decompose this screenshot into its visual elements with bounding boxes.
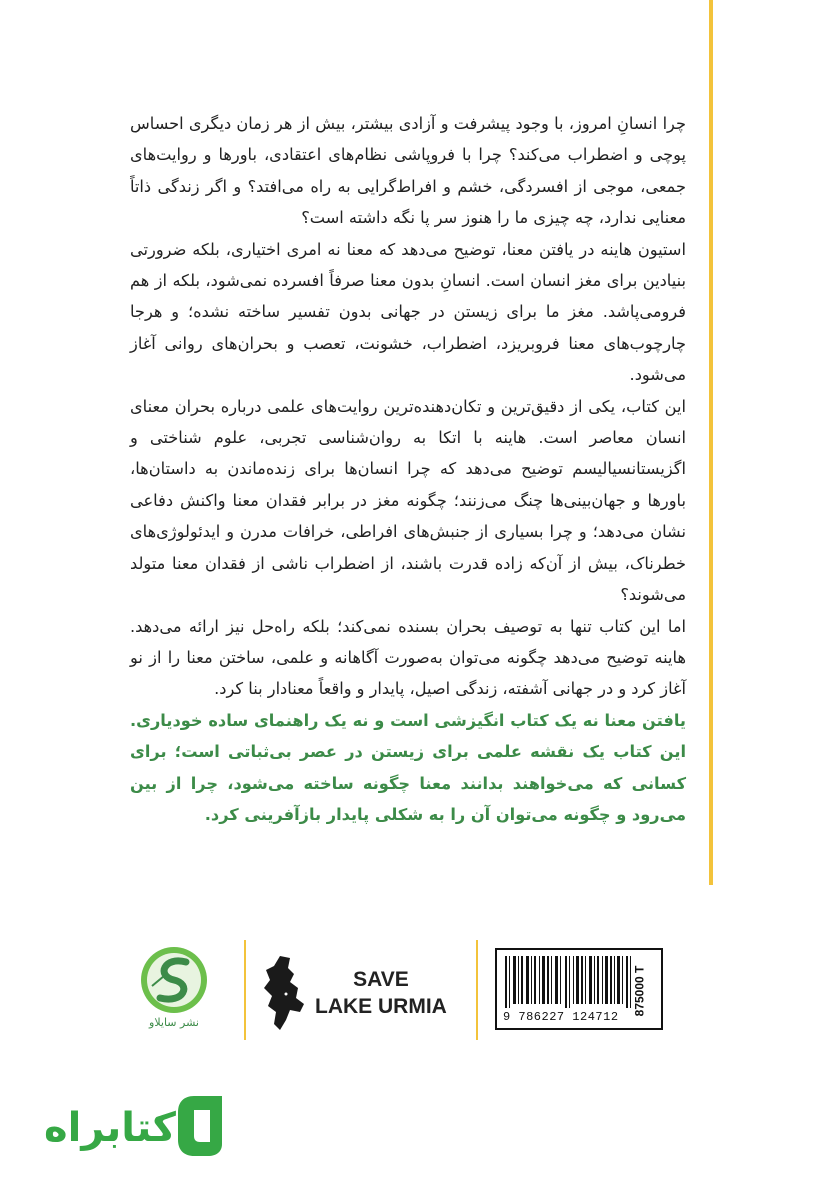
highlight-paragraph: یافتن معنا نه یک کتاب انگیزشی است و نه یک راهنمای ساده خودیاری. این کتاب یک نقشه علمی برای زیستن در عصر بی‌ثباتی است؛ برای کسانی که می‌خواهند بدانند معنا چگونه ساخته می‌شود، چرا از بین می‌رود و چگونه می‌توان آن را به شکلی پایدار بازآفرینی کرد. — [130, 710, 686, 824]
publisher-name: نشر سایلاو — [149, 1016, 199, 1029]
lake-urmia-map-icon — [260, 954, 312, 1036]
save-lake-urmia-text — [315, 966, 447, 1020]
back-cover-footer — [130, 940, 690, 1040]
back-cover-text — [130, 108, 686, 830]
price-label: 875000 T — [632, 965, 647, 1017]
body-paragraph-1: چرا انسانِ امروز، با وجود پیشرفت و آزادی بیشتر، بیش از هر زمان دیگری احساس پوچی و اضطراب می‌کند؟ چرا با فروپاشی نظام‌های اعتقادی، باورها و روایت‌های جمعی، موجی از افسردگی، خشم و افراط‌گرایی به راه می‌افتد؟ و اگر زندگی ذاتاً معنایی ندارد، چه چیزی ما را هنوز سر پا نگه داشته است؟ — [130, 114, 686, 228]
body-paragraph-3: این کتاب، یکی از دقیق‌ترین و تکان‌دهنده‌ترین روایت‌های علمی درباره بحران معنای انسان معاصر است. هاینه با اتکا به روان‌شناسی تجربی، علوم شناختی و اگزیستانسیالیسم توضیح می‌دهد که چرا انسان‌ها برای زنده‌ماندن به داستان‌ها، باورها و جهان‌بینی‌ها چنگ می‌زنند؛ چگونه مغز در برابر فقدان معنا واکنش دفاعی نشان می‌دهد؛ و چرا بسیاری از جنبش‌های افراطی، خرافات مدرن و ایدئولوژی‌های خطرناک، بیش از آن‌که زاده قدرت باشند، از اضطراب ناشی از فقدان معنا متولد می‌شوند؟ — [130, 396, 686, 605]
barcode-bars — [505, 956, 635, 1008]
footer-separator-2 — [476, 940, 478, 1040]
isbn-digits: 9 786227 124712 — [503, 1010, 619, 1024]
publisher-logo-icon — [134, 946, 214, 1022]
body-paragraph-2: استیون هاینه در یافتن معنا، توضیح می‌دهد که معنا نه امری اختیاری، بلکه ضرورتی بنیادین برای مغز انسان است. انسانِ بدون معنا صرفاً افسرده نمی‌شود، بلکه از هم فرومی‌پاشد. مغز ما برای زیستن در جهانی بدون تفسیر ساخته نشده؛ و هرجا چارچوب‌های معنا فروبریزد، اضطراب، خشونت، تعصب و بحران‌های روانی آغاز می‌شود. — [130, 239, 686, 385]
spine-accent-line — [709, 0, 713, 885]
campaign-line-1: SAVE — [353, 968, 409, 991]
body-paragraph-4: اما این کتاب تنها به توصیف بحران بسنده نمی‌کند؛ بلکه راه‌حل نیز ارائه می‌دهد. هاینه توضیح می‌دهد چگونه می‌توان به‌صورت آگاهانه و علمی، ساختن معنا را از نو آغاز کرد و در جهانی آشفته، زندگی اصیل، پایدار و واقعاً معنادار بنا کرد. — [130, 616, 686, 699]
footer-separator-1 — [244, 940, 246, 1040]
ketabrah-name: کتابراه — [44, 1105, 176, 1151]
isbn-barcode — [495, 948, 663, 1030]
campaign-line-2: LAKE URMIA — [315, 995, 447, 1018]
